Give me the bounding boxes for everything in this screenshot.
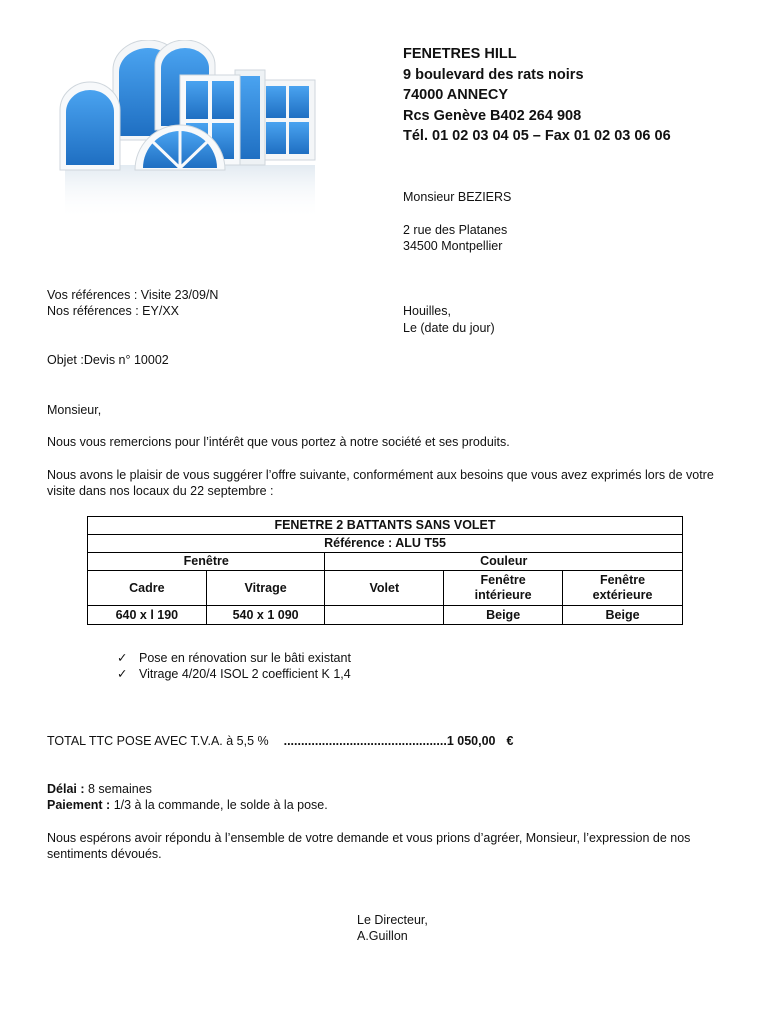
check-mark-icon: ✓ [117, 667, 128, 681]
table-group-fenetre: Fenêtre [88, 553, 325, 571]
table-title: FENETRE 2 BATTANTS SANS VOLET [88, 517, 683, 535]
table-reference: Référence : ALU T55 [88, 535, 683, 553]
signature-title: Le Directeur, [357, 913, 428, 927]
signature-name: A.Guillon [357, 929, 408, 943]
delai-line [47, 781, 152, 797]
paragraph-closing: Nous espérons avoir répondu à l’ensemble de votre demande et vous prions d’agréer, Monsieur, l’expression de nos sentiments dévoués. [47, 831, 691, 861]
paragraph-thanks: Nous vous remercions pour l’intérêt que vous portez à notre société et ses produits. [47, 435, 510, 449]
windows-illustration [55, 40, 325, 220]
total-amount: 1 050,00 [446, 734, 496, 748]
table-cell-volet [325, 606, 444, 625]
table-group-couleur: Couleur [325, 553, 683, 571]
total-label: TOTAL TTC POSE AVEC T.V.A. à 5,5 % [47, 734, 269, 748]
total-currency: € [506, 734, 514, 748]
total-leader: ............................................... [283, 734, 447, 748]
table-header-fenetre-interieure: Fenêtre intérieure [444, 571, 563, 606]
sender-address2: 74000 ANNECY [403, 87, 509, 103]
table-cell-fenetre-interieure: Beige [444, 606, 563, 625]
delai-value: 8 semaines [84, 782, 152, 796]
place: Houilles, [403, 304, 451, 318]
check-mark-icon: ✓ [117, 651, 128, 665]
table-header-vitrage: Vitrage [206, 571, 325, 606]
sender-address1: 9 boulevard des rats noirs [403, 66, 584, 83]
ref-yours: Vos références : Visite 23/09/N [47, 288, 219, 302]
ref-ours: Nos références : EY/XX [47, 304, 180, 318]
table-cell-cadre: 640 x l 190 [88, 606, 207, 625]
recipient-city: 34500 Montpellier [403, 239, 503, 253]
paiement-label: Paiement : [47, 798, 111, 812]
quote-table [87, 516, 683, 625]
list-item: ✓ Vitrage 4/20/4 ISOL 2 coefficient K 1,4 [117, 667, 351, 681]
date: Le (date du jour) [403, 321, 495, 335]
bullet-list [117, 650, 351, 682]
paiement-line [47, 797, 328, 813]
delai-label: Délai : [47, 782, 85, 796]
recipient-street: 2 rue des Platanes [403, 223, 508, 237]
table-header-volet: Volet [325, 571, 444, 606]
sender-block [403, 44, 671, 147]
total-line [47, 733, 513, 749]
table-cell-vitrage: 540 x 1 090 [206, 606, 325, 625]
sender-name: FENETRES HILL [403, 46, 517, 62]
paiement-value: 1/3 à la commande, le solde à la pose. [110, 798, 328, 812]
sender-rcs: Rcs Genève B402 264 908 [403, 107, 582, 124]
sender-phone: Tél. 01 02 03 04 05 – Fax 01 02 03 06 06 [403, 128, 671, 144]
list-item: ✓ Pose en rénovation sur le bâti existant [117, 651, 351, 665]
subject: Objet :Devis n° 10002 [47, 353, 169, 367]
table-header-cadre: Cadre [88, 571, 207, 606]
recipient-name: Monsieur BEZIERS [403, 190, 512, 204]
paragraph-offer: Nous avons le plaisir de vous suggérer l’offre suivante, conformément aux besoins que vous avez exprimés lors de votre visite dans nos locaux du 22 septembre : [47, 468, 714, 498]
table-header-fenetre-exterieure: Fenêtre extérieure [563, 571, 683, 606]
salutation: Monsieur, [47, 403, 102, 417]
table-cell-fenetre-exterieure: Beige [563, 606, 683, 625]
